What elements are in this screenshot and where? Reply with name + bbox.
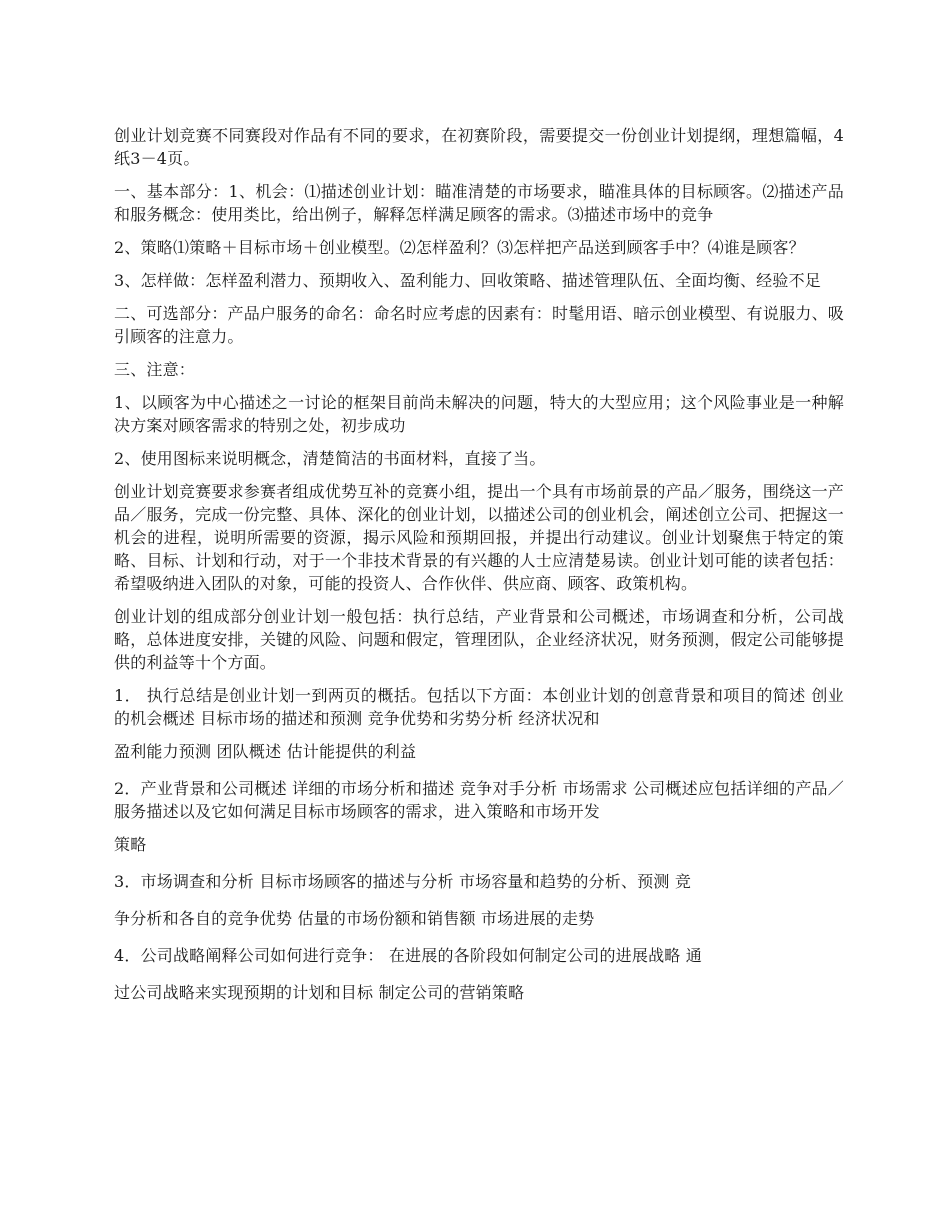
paragraph-competition-requirements: 创业计划竞赛要求参赛者组成优势互补的竞赛小组，提出一个具有市场前景的产品／服务，围绕这一产品／服务，完成一份完整、具体、深化的创业计划，以描述公司的创业机会，阐述创立公司、把握这一机会的进程，说明所需要的资源，揭示风险和预期回报，并提出行动建议。创业计划聚焦于特定的策略、目标、计划和行动，对于一个非技术背景的有兴趣的人士应清楚易读。创业计划可能的读者包括：希望吸纳进入团队的对象，可能的投资人、合作伙伴、供应商、顾客、政策机构。	[114, 482, 844, 593]
paragraph-how-to: 3、怎样做：怎样盈利潜力、预期收入、盈利能力、回收策略、描述管理队伍、全面均衡、经验不足	[114, 271, 821, 290]
paragraph-section-2: 2．产业背景和公司概述 详细的市场分析和描述 竞争对手分析 市场需求 公司概述应包括详细的产品／服务描述以及它如何满足目标市场顾客的需求，进入策略和市场开发	[114, 779, 844, 821]
paragraph-section-1-cont: 盈利能力预测 团队概述 估计能提供的利益	[114, 742, 417, 761]
paragraph-notes-heading: 三、注意：	[114, 360, 196, 379]
paragraph-section-4: 4．公司战略阐释公司如何进行竞争： 在进展的各阶段如何制定公司的进展战略 通	[114, 946, 702, 965]
paragraph-components: 创业计划的组成部分创业计划一般包括：执行总结，产业背景和公司概述，市场调查和分析，公司战略，总体进度安排，关键的风险、问题和假定，管理团队，企业经济状况，财务预测，假定公司能够提供的利益等十个方面。	[114, 607, 844, 672]
document-body	[114, 124, 844, 1014]
paragraph-section-1: 1． 执行总结是创业计划一到两页的概括。包括以下方面：本创业计划的创意背景和项目的简述 创业的机会概述 目标市场的描述和预测 竞争优势和劣势分析 经济状况和	[114, 686, 844, 728]
paragraph-optional-part: 二、可选部分：产品户服务的命名：命名时应考虑的因素有：时髦用语、暗示创业模型、有说服力、吸引顾客的注意力。	[114, 304, 844, 346]
paragraph-note-2: 2、使用图标来说明概念，清楚简洁的书面材料，直接了当。	[114, 449, 546, 468]
paragraph-section-3-cont: 争分析和各自的竞争优势 估量的市场份额和销售额 市场进展的走势	[114, 909, 595, 928]
paragraph-strategy: 2、策略⑴策略＋目标市场＋创业模型。⑵怎样盈利？⑶怎样把产品送到顾客手中？⑷谁是顾客？	[114, 238, 805, 257]
paragraph-note-1: 1、以顾客为中心描述之一讨论的框架目前尚未解决的问题，特大的大型应用；这个风险事业是一种解决方案对顾客需求的特别之处，初步成功	[114, 393, 844, 435]
paragraph-intro: 创业计划竞赛不同赛段对作品有不同的要求，在初赛阶段，需要提交一份创业计划提纲，理想篇幅，4纸3－4页。	[114, 126, 844, 168]
paragraph-basic-part: 一、基本部分：1、机会：⑴描述创业计划：瞄准清楚的市场要求，瞄准具体的目标顾客。⑵描述产品和服务概念：使用类比，给出例子，解释怎样满足顾客的需求。⑶描述市场中的竞争	[114, 182, 844, 224]
paragraph-section-2-cont: 策略	[114, 835, 147, 854]
paragraph-section-3: 3．市场调查和分析 目标市场顾客的描述与分析 市场容量和趋势的分析、预测 竞	[114, 872, 692, 891]
paragraph-section-4-cont: 过公司战略来实现预期的计划和目标 制定公司的营销策略	[114, 983, 525, 1002]
